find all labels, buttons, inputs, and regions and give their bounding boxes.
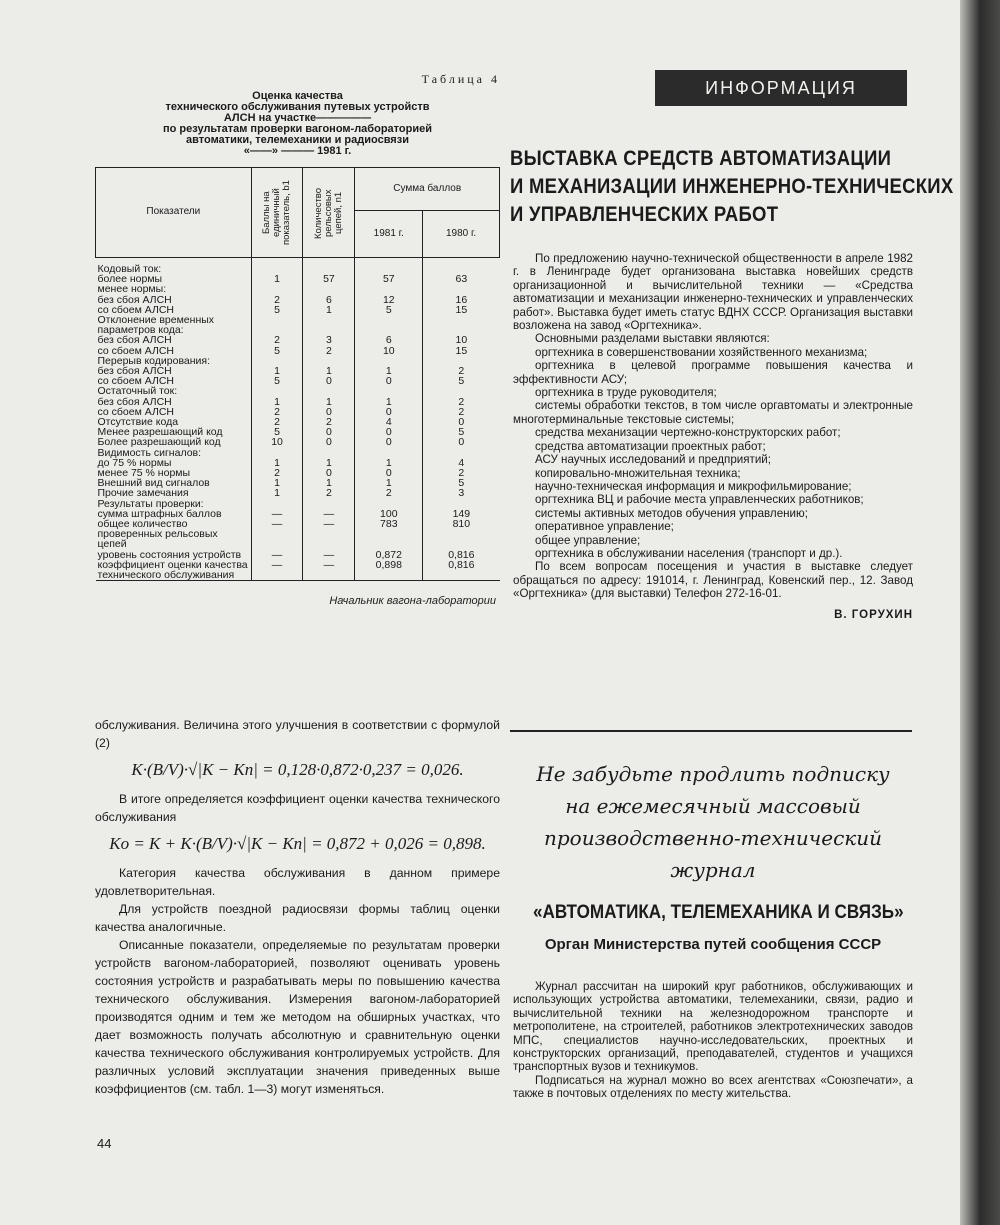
cell-1981: 783 (355, 519, 423, 550)
table-body (96, 258, 500, 581)
cell-1981: 0 (355, 437, 423, 447)
header-1980: 1980 г. (423, 211, 500, 258)
cell-points: 1 (251, 458, 303, 468)
cell-1980: 10 (423, 335, 500, 345)
cell-1980: 16 (423, 295, 500, 305)
promo-line: на ежемесячный массовый (565, 794, 861, 818)
cell-indicator: без сбоя АЛСН (97, 395, 172, 408)
table-row (96, 560, 500, 581)
cell-indicator: со сбоем АЛСН (97, 375, 174, 388)
cell-indicator: Внешний вид сигналов (97, 477, 210, 490)
cell-circuits: 2 (303, 346, 355, 356)
cell-points: 10 (251, 437, 303, 447)
cell-1980: 2 (423, 366, 500, 376)
cell-points: — (251, 560, 303, 581)
cell-points: 2 (251, 468, 303, 478)
cell-1981: 0,872 (355, 550, 423, 560)
cell-indicator: Прочие замечания (97, 487, 189, 500)
cell-1980: 4 (423, 458, 500, 468)
cell-1980: 3 (423, 488, 500, 498)
cell-1980: 0 (423, 417, 500, 427)
cell-1980: 15 (423, 346, 500, 356)
paragraph: Категория качества обслуживания в данном примере удовлетворительная. (95, 866, 500, 898)
table-title-line: АЛСН на участке————— (223, 112, 372, 124)
promo-line: производственно-технический (544, 826, 882, 850)
cell-1980: 0 (423, 437, 500, 447)
cell-1981: 0 (355, 468, 423, 478)
cell-circuits: — (303, 519, 355, 550)
cell-circuits: 0 (303, 468, 355, 478)
cell-indicator: без сбоя АЛСН (97, 365, 172, 378)
cell-1980: 2 (423, 468, 500, 478)
table-title-line: Оценка качества (252, 90, 343, 102)
table-row (96, 258, 500, 275)
cell-circuits: 2 (303, 488, 355, 498)
cell-points: 1 (251, 366, 303, 376)
article-paragraph: средства автоматизации проектных работ; (535, 439, 766, 453)
headline-line: И МЕХАНИЗАЦИИ ИНЖЕНЕРНО-ТЕХНИЧЕСКИХ (510, 175, 954, 198)
article-author: В. ГОРУХИН (834, 608, 913, 621)
cell-1981: 57 (355, 274, 423, 284)
binding-edge (960, 0, 1000, 1225)
table-title-line: «——» ——— 1981 г. (243, 145, 352, 157)
cell-indicator: Перерыв кодирования: (97, 354, 211, 367)
cell-circuits: 1 (303, 397, 355, 407)
cell-1980: 63 (423, 274, 500, 284)
cell-points: 1 (251, 274, 303, 284)
cell-1980: 5 (423, 478, 500, 488)
article-paragraph: По всем вопросам посещения и участия в выставке следует обращаться по адресу: 191014, г. Ленинград, Ковенский пер., 12. Завод «Оргтехника» (для выставки) Телефон 272-16-01. (513, 560, 913, 601)
article-headline (510, 145, 954, 229)
article-paragraph: системы обработки текстов, в том числе оргавтоматы и электронные многотерминальные текстовые системы; (513, 399, 913, 426)
cell-circuits: 2 (303, 417, 355, 427)
cell-1981: 2 (355, 488, 423, 498)
cell-circuits: — (303, 509, 355, 519)
cell-1980: 0,816 (423, 550, 500, 560)
section-badge: ИНФОРМАЦИЯ (655, 70, 907, 106)
table-block (95, 70, 500, 607)
cell-circuits: 57 (303, 274, 355, 284)
cell-circuits: 0 (303, 437, 355, 447)
table-title-line: по результатам проверки вагоном-лабораторией (163, 123, 432, 135)
header-1981: 1981 г. (355, 211, 423, 258)
cell-points: — (251, 509, 303, 519)
divider (510, 730, 912, 732)
cell-points: — (251, 519, 303, 550)
article-paragraph: научно-техническая информация и микрофильмирование; (535, 479, 852, 493)
cell-1980: 2 (423, 407, 500, 417)
cell-points: 2 (251, 295, 303, 305)
cell-indicator: со сбоем АЛСН (97, 405, 174, 418)
cell-1981: 0 (355, 376, 423, 386)
cell-circuits: 0 (303, 407, 355, 417)
paragraph: обслуживания. Величина этого улучшения в соответствии с формулой (2) (95, 718, 500, 750)
cell-indicator: со сбоем АЛСН (97, 303, 174, 316)
cell-points: 1 (251, 488, 303, 498)
cell-circuits: — (303, 560, 355, 581)
table-title-line: автоматики, телемеханики и радиосвязи (186, 134, 409, 146)
article-body (513, 252, 913, 622)
cell-points (251, 315, 303, 335)
cell-1981: 0 (355, 407, 423, 417)
cell-indicator: без сбоя АЛСН (97, 293, 172, 306)
cell-1981: 5 (355, 305, 423, 315)
cell-indicator: менее нормы: (97, 283, 167, 296)
formula-1: K·(B/V)·√|K − Kп| = 0,128·0,872·0,237 = 0,026. (131, 760, 464, 779)
cell-points: 2 (251, 335, 303, 345)
paragraph: Журнал рассчитан на широкий круг работников, обслуживающих и использующих устройства автоматики, телемеханики, связи, радио и вычислительной техники на железнодорожном транспорте и метрополитене, на строителей, работников электротехнических заводов МПС, специалистов научно-исследовательских, проектных и конструкторских организаций, преподавателей, студентов и учащихся транспортных вузов и техникумов. (513, 980, 913, 1074)
header-indicator: Показатели (96, 168, 252, 258)
paragraph: Для устройств поездной радиосвязи формы таблиц оценки качества аналогичные. (95, 902, 500, 934)
paragraph: В итоге определяется коэффициент оценки качества технического обслуживания (95, 792, 500, 824)
cell-circuits: 1 (303, 305, 355, 315)
table-row (96, 519, 500, 550)
cell-circuits: 1 (303, 366, 355, 376)
cell-points (251, 258, 303, 275)
cell-points: 5 (251, 376, 303, 386)
promo-line: журнал (670, 858, 756, 882)
cell-circuits (303, 258, 355, 275)
cell-indicator: без сбоя АЛСН (97, 334, 172, 347)
cell-1980: 5 (423, 427, 500, 437)
cell-circuits: — (303, 550, 355, 560)
cell-circuits: 0 (303, 376, 355, 386)
page-number: 44 (97, 1136, 112, 1151)
cell-1980: 2 (423, 397, 500, 407)
journal-title: «АВТОМАТИКА, ТЕЛЕМЕХАНИКА И СВЯЗЬ» (533, 902, 904, 923)
cell-1981: 1 (355, 397, 423, 407)
cell-points: 1 (251, 478, 303, 488)
cell-1981: 0,898 (355, 560, 423, 581)
cell-1980: 0,816 (423, 560, 500, 581)
article-paragraph: оргтехника в труде руководителя; (535, 386, 717, 400)
cell-1981 (355, 315, 423, 335)
article-paragraph: системы активных методов обучения управлению; (535, 506, 808, 520)
cell-circuits: 1 (303, 458, 355, 468)
cell-1980: 5 (423, 376, 500, 386)
cell-1980: 149 (423, 509, 500, 519)
header-circuits: Количество рельсовых цепей, n1 (303, 168, 355, 258)
formula-2: Kо = K + K·(B/V)·√|K − Kп| = 0,872 + 0,026 = 0,898. (109, 834, 486, 853)
cell-indicator: Результаты проверки: (97, 497, 204, 510)
cell-points: 1 (251, 397, 303, 407)
cell-indicator: общее количество проверенных рельсовых цепей (97, 518, 218, 551)
article-paragraph: оперативное управление; (535, 520, 674, 534)
journal-text (513, 980, 913, 1101)
cell-circuits (303, 315, 355, 335)
cell-indicator: Остаточный ток: (97, 385, 178, 398)
cell-points: 5 (251, 305, 303, 315)
cell-1981: 4 (355, 417, 423, 427)
cell-1980 (423, 315, 500, 335)
article-paragraphs (513, 252, 913, 601)
cell-indicator: до 75 % нормы (97, 456, 172, 469)
cell-1981: 1 (355, 478, 423, 488)
cell-indicator: Кодовый ток: (97, 263, 162, 275)
article-paragraph: оргтехника ВЦ и рабочие места управленческих работников; (535, 493, 864, 507)
quality-table (95, 167, 500, 581)
article-paragraph: По предложению научно-технической общественности в апреле 1982 г. в Ленинграде будет организована выставка новейших средств организационной и вычислительной техники — «Средства автоматизации и механизации инженерно-технических и управленческих работ». Выставка будет иметь статус ВДНХ СССР. Организация выставки возложена на завод «Оргтехника». (513, 252, 913, 333)
article-paragraph: АСУ научных исследований и предприятий; (535, 453, 772, 467)
article-paragraph: оргтехника в целевой программе повышения качества и эффективности АСУ; (513, 359, 913, 386)
paragraph: Описанные показатели, определяемые по результатам проверки устройств вагоном-лабораторией, позволяют оценивать уровень состояния устройств и разрабатывать меры по повышению качества технического обслуживания. Измерения вагоном-лабораторией производятся одним и тем же методом на обширных участках, что дает возможность получать абсолютную и сравнительную оценки качества технического обслуживания контролируемых устройств. Для различных условий эксплуатации значения приведенных выше коэффициентов (см. табл. 1—3) могут изменяться. (95, 938, 500, 1096)
cell-circuits: 6 (303, 295, 355, 305)
cell-1980 (423, 258, 500, 275)
cell-points: 2 (251, 407, 303, 417)
subscription-promo (513, 758, 913, 886)
headline-line: ВЫСТАВКА СРЕДСТВ АВТОМАТИЗАЦИИ (510, 147, 892, 170)
cell-indicator: Более разрешающий код (97, 436, 221, 449)
cell-1981 (355, 258, 423, 275)
cell-points: 5 (251, 346, 303, 356)
cell-1980: 810 (423, 519, 500, 550)
promo-line: Не забудьте продлить подписку (536, 762, 890, 786)
cell-indicator: коэффициент оценки качества технического обслуживания (96, 560, 252, 581)
table-signature: Начальник вагона-лаборатории (329, 595, 496, 608)
article-paragraph: средства механизации чертежно-конструкторских работ; (535, 426, 841, 440)
table-number: Таблица 4 (421, 72, 500, 86)
cell-points: 5 (251, 427, 303, 437)
cell-circuits: 3 (303, 335, 355, 345)
cell-points: — (251, 550, 303, 560)
headline-line: И УПРАВЛЕНЧЕСКИХ РАБОТ (510, 203, 779, 226)
header-sum: Сумма баллов (355, 168, 500, 211)
article-paragraph: общее управление; (535, 533, 641, 547)
table-title (95, 91, 500, 157)
cell-1981: 100 (355, 509, 423, 519)
header-points: Баллы на единичный показатель, b1 (251, 168, 303, 258)
cell-1981: 6 (355, 335, 423, 345)
cell-1981: 10 (355, 346, 423, 356)
article-paragraph: оргтехника в обслуживании населения (транспорт и др.). (535, 546, 843, 560)
cell-1980: 15 (423, 305, 500, 315)
cell-indicator: более нормы (97, 273, 163, 286)
left-text (95, 716, 500, 1098)
cell-indicator: Отсутствие кода (97, 416, 179, 429)
cell-points: 2 (251, 417, 303, 427)
cell-indicator: Менее разрешающий код (97, 426, 223, 439)
cell-indicator: Видимость сигналов: (97, 446, 202, 459)
cell-1981: 12 (355, 295, 423, 305)
cell-indicator: сумма штрафных баллов (97, 507, 222, 520)
cell-circuits: 1 (303, 478, 355, 488)
table-row (96, 315, 500, 335)
table-title-line: технического обслуживания путевых устройств (165, 101, 430, 113)
article-paragraph: копировально-множительная техника; (535, 466, 741, 480)
cell-1981: 0 (355, 427, 423, 437)
article-paragraph: оргтехника в совершенствовании хозяйственного механизма; (535, 345, 868, 359)
cell-1981: 1 (355, 458, 423, 468)
cell-indicator: со сбоем АЛСН (97, 344, 174, 357)
journal-organ: Орган Министерства путей сообщения СССР (544, 936, 882, 953)
cell-indicator: менее 75 % нормы (97, 467, 191, 480)
cell-1981: 1 (355, 366, 423, 376)
cell-indicator: уровень состояния устройств (97, 548, 242, 561)
article-paragraph: Основными разделами выставки являются: (535, 332, 770, 346)
paragraph: Подписаться на журнал можно во всех агентствах «Союзпечати», а также в почтовых отделениях по месту жительства. (513, 1073, 913, 1101)
cell-circuits: 0 (303, 427, 355, 437)
cell-indicator: Отклонение временных параметров кода: (97, 314, 215, 337)
